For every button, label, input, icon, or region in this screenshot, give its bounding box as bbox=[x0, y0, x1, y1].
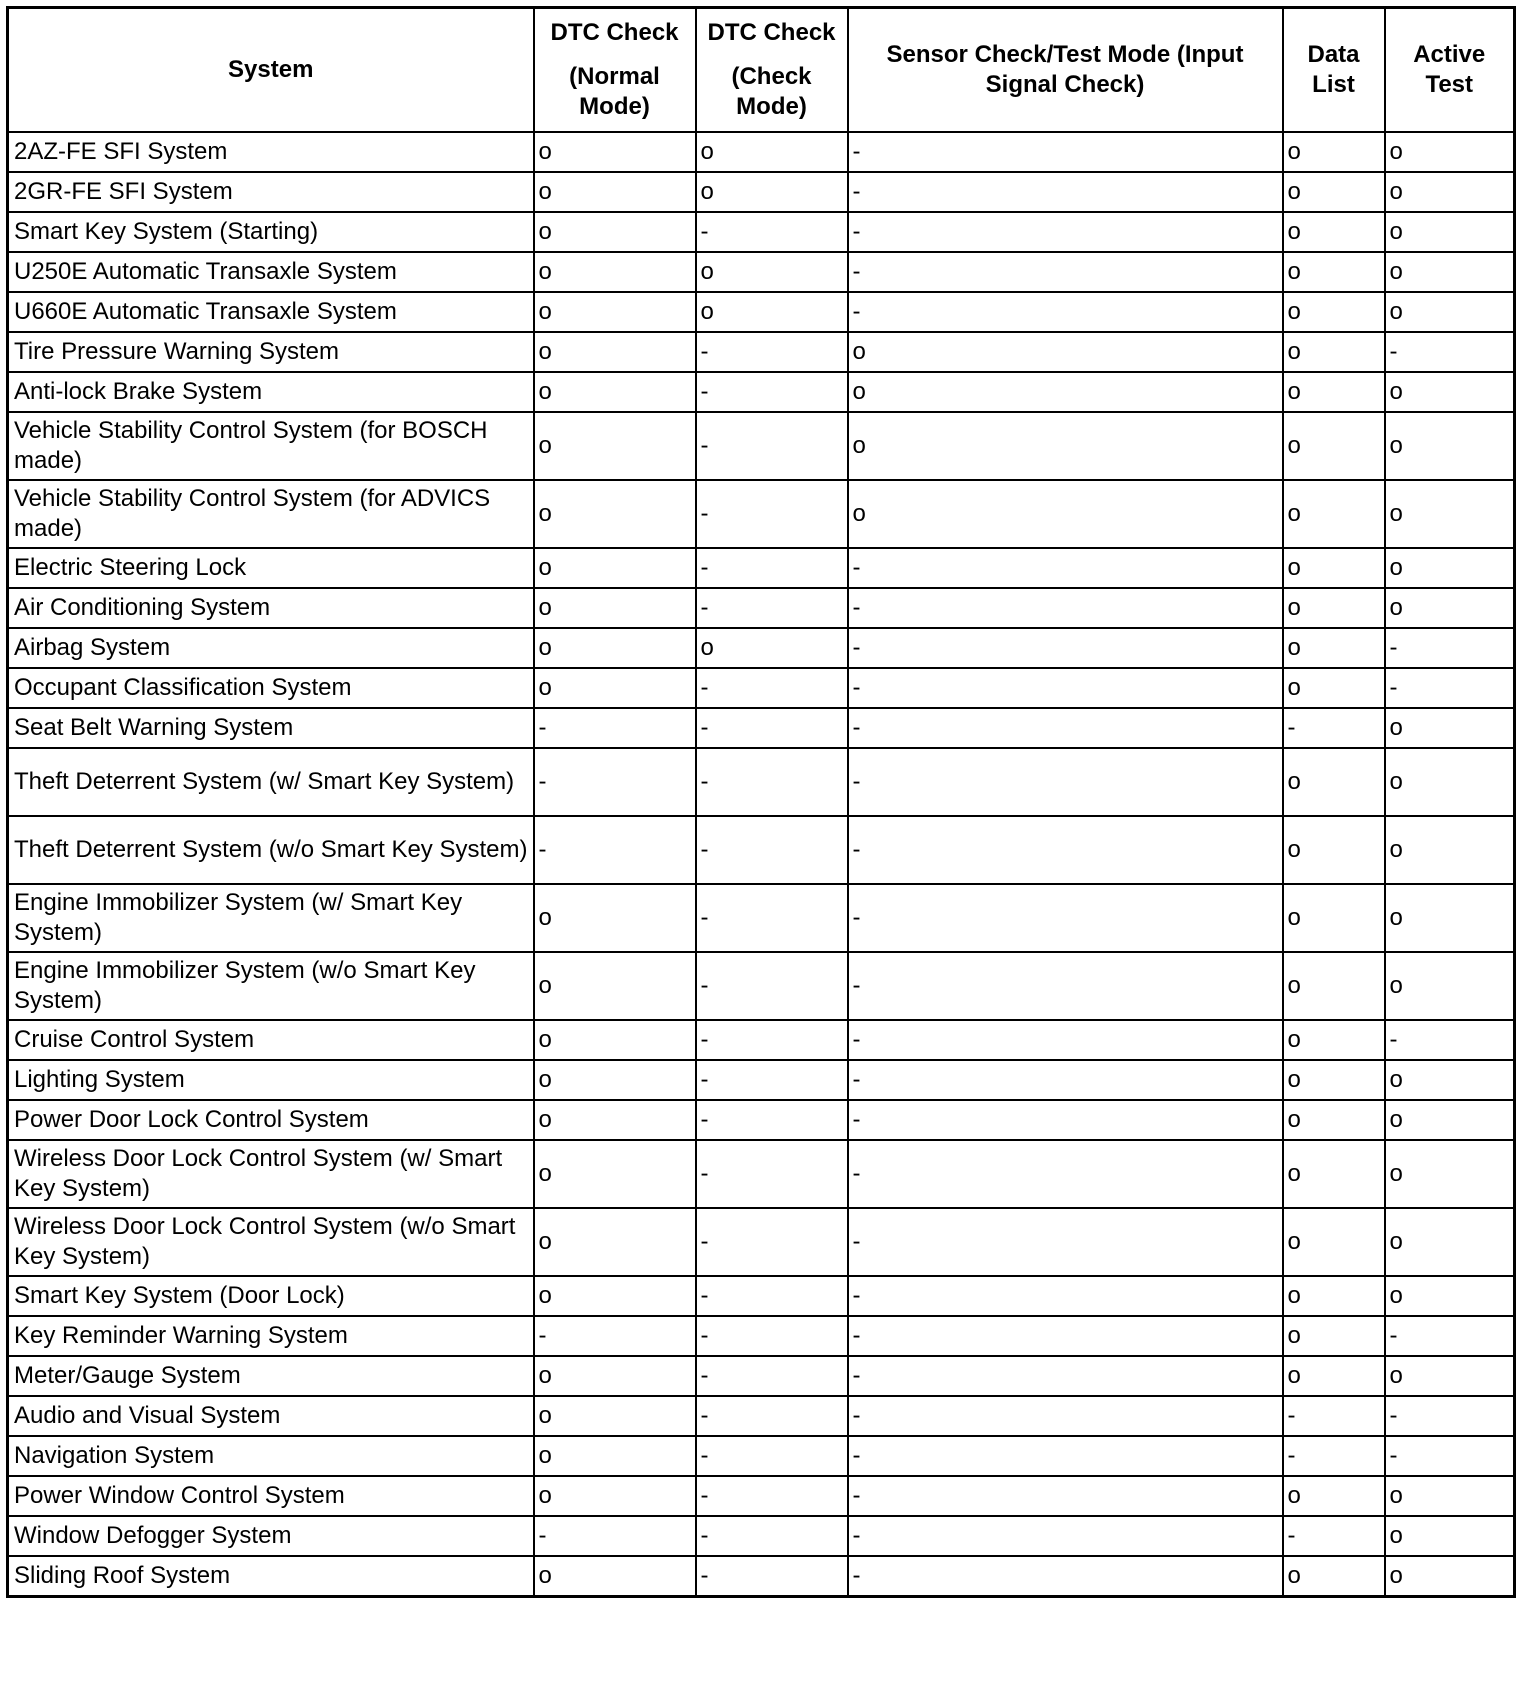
cell-dtc-normal: o bbox=[534, 884, 696, 952]
table-row bbox=[8, 708, 1515, 748]
cell-sensor-check: - bbox=[848, 588, 1283, 628]
cell-sensor-check: - bbox=[848, 252, 1283, 292]
cell-dtc-normal: o bbox=[534, 412, 696, 480]
cell-active-test: o bbox=[1385, 1276, 1515, 1316]
cell-dtc-normal: - bbox=[534, 748, 696, 816]
cell-sensor-check: - bbox=[848, 1060, 1283, 1100]
cell-system: Audio and Visual System bbox=[8, 1396, 534, 1436]
table-row bbox=[8, 1516, 1515, 1556]
cell-dtc-normal: o bbox=[534, 1556, 696, 1597]
cell-data-list: o bbox=[1283, 252, 1385, 292]
table-row bbox=[8, 952, 1515, 1020]
cell-active-test: o bbox=[1385, 212, 1515, 252]
cell-active-test: o bbox=[1385, 372, 1515, 412]
cell-dtc-normal: o bbox=[534, 1100, 696, 1140]
table-row bbox=[8, 1140, 1515, 1208]
cell-system: Smart Key System (Door Lock) bbox=[8, 1276, 534, 1316]
cell-sensor-check: - bbox=[848, 1436, 1283, 1476]
cell-sensor-check: - bbox=[848, 1556, 1283, 1597]
diagnostic-function-table bbox=[6, 6, 1516, 1598]
cell-data-list: o bbox=[1283, 548, 1385, 588]
cell-sensor-check: - bbox=[848, 708, 1283, 748]
cell-active-test: o bbox=[1385, 1556, 1515, 1597]
cell-sensor-check: - bbox=[848, 628, 1283, 668]
cell-system: Tire Pressure Warning System bbox=[8, 332, 534, 372]
table-row bbox=[8, 1396, 1515, 1436]
cell-dtc-check: o bbox=[696, 628, 848, 668]
table-row bbox=[8, 412, 1515, 480]
table-row bbox=[8, 748, 1515, 816]
table-row bbox=[8, 588, 1515, 628]
cell-dtc-check: - bbox=[696, 1476, 848, 1516]
table-row bbox=[8, 816, 1515, 884]
table-row bbox=[8, 1208, 1515, 1276]
cell-active-test: o bbox=[1385, 480, 1515, 548]
cell-sensor-check: - bbox=[848, 816, 1283, 884]
cell-sensor-check: - bbox=[848, 884, 1283, 952]
cell-data-list: o bbox=[1283, 212, 1385, 252]
cell-dtc-check: - bbox=[696, 1396, 848, 1436]
cell-dtc-check: - bbox=[696, 748, 848, 816]
cell-data-list: o bbox=[1283, 172, 1385, 212]
cell-system: Engine Immobilizer System (w/ Smart Key System) bbox=[8, 884, 534, 952]
cell-dtc-check: - bbox=[696, 480, 848, 548]
cell-data-list: - bbox=[1283, 708, 1385, 748]
cell-dtc-check: o bbox=[696, 172, 848, 212]
cell-dtc-normal: o bbox=[534, 332, 696, 372]
cell-sensor-check: o bbox=[848, 412, 1283, 480]
cell-data-list: o bbox=[1283, 412, 1385, 480]
cell-system: Key Reminder Warning System bbox=[8, 1316, 534, 1356]
cell-sensor-check: - bbox=[848, 952, 1283, 1020]
cell-active-test: o bbox=[1385, 132, 1515, 172]
cell-system: Vehicle Stability Control System (for ADVICS made) bbox=[8, 480, 534, 548]
cell-dtc-normal: o bbox=[534, 548, 696, 588]
table-row bbox=[8, 628, 1515, 668]
cell-data-list: o bbox=[1283, 1140, 1385, 1208]
cell-active-test: o bbox=[1385, 1516, 1515, 1556]
cell-active-test: o bbox=[1385, 548, 1515, 588]
cell-system: Lighting System bbox=[8, 1060, 534, 1100]
cell-data-list: o bbox=[1283, 480, 1385, 548]
cell-sensor-check: - bbox=[848, 1316, 1283, 1356]
cell-active-test: - bbox=[1385, 1396, 1515, 1436]
cell-dtc-check: - bbox=[696, 1060, 848, 1100]
cell-system: Meter/Gauge System bbox=[8, 1356, 534, 1396]
cell-system: Power Window Control System bbox=[8, 1476, 534, 1516]
cell-dtc-normal: o bbox=[534, 1020, 696, 1060]
cell-dtc-normal: - bbox=[534, 1316, 696, 1356]
cell-sensor-check: - bbox=[848, 1276, 1283, 1316]
cell-active-test: o bbox=[1385, 1356, 1515, 1396]
table-row bbox=[8, 1060, 1515, 1100]
table-row bbox=[8, 1356, 1515, 1396]
cell-dtc-check: - bbox=[696, 884, 848, 952]
header-row bbox=[8, 8, 1515, 132]
cell-system: Vehicle Stability Control System (for BOSCH made) bbox=[8, 412, 534, 480]
cell-active-test: - bbox=[1385, 332, 1515, 372]
cell-dtc-normal: o bbox=[534, 292, 696, 332]
cell-active-test: o bbox=[1385, 1060, 1515, 1100]
header-dtc-normal-sub: (Normal Mode) bbox=[569, 62, 660, 120]
cell-data-list: o bbox=[1283, 1100, 1385, 1140]
cell-dtc-check: - bbox=[696, 1276, 848, 1316]
cell-dtc-normal: o bbox=[534, 172, 696, 212]
cell-active-test: o bbox=[1385, 252, 1515, 292]
cell-system: Airbag System bbox=[8, 628, 534, 668]
table-row bbox=[8, 480, 1515, 548]
cell-data-list: o bbox=[1283, 292, 1385, 332]
cell-data-list: o bbox=[1283, 884, 1385, 952]
cell-dtc-normal: o bbox=[534, 1356, 696, 1396]
cell-dtc-normal: - bbox=[534, 816, 696, 884]
cell-dtc-check: - bbox=[696, 1316, 848, 1356]
table-body bbox=[8, 132, 1515, 1597]
table-row bbox=[8, 1100, 1515, 1140]
header-active-test: Active Test bbox=[1385, 8, 1515, 132]
cell-system: Cruise Control System bbox=[8, 1020, 534, 1060]
cell-data-list: o bbox=[1283, 132, 1385, 172]
table-row bbox=[8, 172, 1515, 212]
cell-data-list: o bbox=[1283, 1276, 1385, 1316]
cell-dtc-check: - bbox=[696, 816, 848, 884]
cell-sensor-check: - bbox=[848, 1100, 1283, 1140]
cell-system: Occupant Classification System bbox=[8, 668, 534, 708]
cell-data-list: o bbox=[1283, 748, 1385, 816]
cell-system: Sliding Roof System bbox=[8, 1556, 534, 1597]
table-row bbox=[8, 292, 1515, 332]
cell-system: Anti-lock Brake System bbox=[8, 372, 534, 412]
cell-data-list: o bbox=[1283, 332, 1385, 372]
cell-active-test: o bbox=[1385, 1140, 1515, 1208]
cell-system: Theft Deterrent System (w/ Smart Key System) bbox=[8, 748, 534, 816]
table-row bbox=[8, 884, 1515, 952]
table-row bbox=[8, 1436, 1515, 1476]
table-row bbox=[8, 252, 1515, 292]
cell-active-test: o bbox=[1385, 816, 1515, 884]
cell-active-test: o bbox=[1385, 172, 1515, 212]
cell-dtc-normal: o bbox=[534, 480, 696, 548]
cell-system: Electric Steering Lock bbox=[8, 548, 534, 588]
cell-dtc-normal: - bbox=[534, 708, 696, 748]
cell-sensor-check: - bbox=[848, 1516, 1283, 1556]
cell-data-list: - bbox=[1283, 1436, 1385, 1476]
cell-system: Wireless Door Lock Control System (w/ Smart Key System) bbox=[8, 1140, 534, 1208]
cell-active-test: o bbox=[1385, 1476, 1515, 1516]
cell-dtc-check: o bbox=[696, 132, 848, 172]
table-row bbox=[8, 212, 1515, 252]
cell-data-list: o bbox=[1283, 668, 1385, 708]
cell-data-list: o bbox=[1283, 1356, 1385, 1396]
table-row bbox=[8, 372, 1515, 412]
table-row bbox=[8, 1020, 1515, 1060]
cell-active-test: o bbox=[1385, 708, 1515, 748]
cell-sensor-check: - bbox=[848, 548, 1283, 588]
cell-data-list: o bbox=[1283, 1060, 1385, 1100]
cell-active-test: o bbox=[1385, 952, 1515, 1020]
cell-system: Engine Immobilizer System (w/o Smart Key System) bbox=[8, 952, 534, 1020]
header-system: System bbox=[8, 8, 534, 132]
cell-system: Air Conditioning System bbox=[8, 588, 534, 628]
cell-dtc-check: - bbox=[696, 372, 848, 412]
cell-sensor-check: - bbox=[848, 172, 1283, 212]
cell-dtc-check: - bbox=[696, 212, 848, 252]
cell-active-test: o bbox=[1385, 412, 1515, 480]
cell-dtc-check: - bbox=[696, 1140, 848, 1208]
cell-dtc-normal: o bbox=[534, 1476, 696, 1516]
cell-data-list: o bbox=[1283, 372, 1385, 412]
cell-dtc-normal: o bbox=[534, 1060, 696, 1100]
cell-dtc-normal: o bbox=[534, 1396, 696, 1436]
table-row bbox=[8, 548, 1515, 588]
cell-system: Smart Key System (Starting) bbox=[8, 212, 534, 252]
cell-dtc-normal: o bbox=[534, 628, 696, 668]
cell-sensor-check: - bbox=[848, 1356, 1283, 1396]
cell-dtc-normal: o bbox=[534, 1140, 696, 1208]
cell-sensor-check: - bbox=[848, 1476, 1283, 1516]
cell-dtc-check: - bbox=[696, 588, 848, 628]
cell-dtc-normal: o bbox=[534, 212, 696, 252]
cell-dtc-check: - bbox=[696, 412, 848, 480]
cell-dtc-check: - bbox=[696, 1208, 848, 1276]
cell-dtc-normal: o bbox=[534, 132, 696, 172]
cell-active-test: - bbox=[1385, 668, 1515, 708]
cell-dtc-normal: o bbox=[534, 1276, 696, 1316]
cell-sensor-check: o bbox=[848, 372, 1283, 412]
cell-dtc-normal: o bbox=[534, 372, 696, 412]
cell-active-test: o bbox=[1385, 1208, 1515, 1276]
cell-dtc-normal: o bbox=[534, 588, 696, 628]
cell-sensor-check: o bbox=[848, 332, 1283, 372]
cell-sensor-check: - bbox=[848, 748, 1283, 816]
cell-dtc-check: - bbox=[696, 1436, 848, 1476]
cell-sensor-check: - bbox=[848, 1396, 1283, 1436]
cell-dtc-check: - bbox=[696, 1356, 848, 1396]
cell-dtc-check: - bbox=[696, 952, 848, 1020]
cell-data-list: o bbox=[1283, 1208, 1385, 1276]
cell-active-test: - bbox=[1385, 1316, 1515, 1356]
cell-data-list: o bbox=[1283, 952, 1385, 1020]
header-dtc-normal-title: DTC Check bbox=[550, 18, 679, 46]
cell-system: U660E Automatic Transaxle System bbox=[8, 292, 534, 332]
cell-system: Window Defogger System bbox=[8, 1516, 534, 1556]
cell-dtc-normal: o bbox=[534, 252, 696, 292]
cell-sensor-check: - bbox=[848, 1140, 1283, 1208]
cell-sensor-check: - bbox=[848, 212, 1283, 252]
cell-dtc-normal: - bbox=[534, 1516, 696, 1556]
table-row bbox=[8, 132, 1515, 172]
cell-system: Seat Belt Warning System bbox=[8, 708, 534, 748]
cell-active-test: o bbox=[1385, 588, 1515, 628]
cell-dtc-check: - bbox=[696, 548, 848, 588]
cell-system: Wireless Door Lock Control System (w/o Smart Key System) bbox=[8, 1208, 534, 1276]
cell-dtc-check: - bbox=[696, 1020, 848, 1060]
table-row bbox=[8, 332, 1515, 372]
cell-dtc-normal: o bbox=[534, 1208, 696, 1276]
cell-active-test: o bbox=[1385, 1100, 1515, 1140]
cell-sensor-check: o bbox=[848, 480, 1283, 548]
cell-dtc-check: - bbox=[696, 1556, 848, 1597]
cell-active-test: o bbox=[1385, 884, 1515, 952]
cell-dtc-check: o bbox=[696, 252, 848, 292]
cell-data-list: o bbox=[1283, 1476, 1385, 1516]
cell-system: U250E Automatic Transaxle System bbox=[8, 252, 534, 292]
cell-data-list: o bbox=[1283, 1556, 1385, 1597]
cell-active-test: o bbox=[1385, 748, 1515, 816]
header-dtc-normal bbox=[534, 8, 696, 132]
cell-sensor-check: - bbox=[848, 132, 1283, 172]
cell-sensor-check: - bbox=[848, 292, 1283, 332]
table-row bbox=[8, 1556, 1515, 1597]
cell-system: Navigation System bbox=[8, 1436, 534, 1476]
table-row bbox=[8, 668, 1515, 708]
table-row bbox=[8, 1476, 1515, 1516]
cell-data-list: o bbox=[1283, 628, 1385, 668]
cell-dtc-normal: o bbox=[534, 1436, 696, 1476]
cell-data-list: o bbox=[1283, 1316, 1385, 1356]
cell-system: 2GR-FE SFI System bbox=[8, 172, 534, 212]
cell-dtc-normal: o bbox=[534, 668, 696, 708]
cell-dtc-normal: o bbox=[534, 952, 696, 1020]
header-data-list: Data List bbox=[1283, 8, 1385, 132]
header-dtc-check bbox=[696, 8, 848, 132]
cell-system: Theft Deterrent System (w/o Smart Key System) bbox=[8, 816, 534, 884]
cell-sensor-check: - bbox=[848, 1208, 1283, 1276]
cell-dtc-check: - bbox=[696, 1516, 848, 1556]
cell-dtc-check: - bbox=[696, 708, 848, 748]
header-sensor-check: Sensor Check/Test Mode (Input Signal Check) bbox=[848, 8, 1283, 132]
cell-active-test: - bbox=[1385, 628, 1515, 668]
cell-data-list: - bbox=[1283, 1396, 1385, 1436]
cell-dtc-check: - bbox=[696, 1100, 848, 1140]
cell-sensor-check: - bbox=[848, 1020, 1283, 1060]
cell-active-test: - bbox=[1385, 1020, 1515, 1060]
header-dtc-check-sub: (Check Mode) bbox=[731, 62, 812, 120]
cell-data-list: o bbox=[1283, 816, 1385, 884]
cell-sensor-check: - bbox=[848, 668, 1283, 708]
cell-system: 2AZ-FE SFI System bbox=[8, 132, 534, 172]
header-dtc-check-title: DTC Check bbox=[707, 18, 836, 46]
table-row bbox=[8, 1276, 1515, 1316]
cell-data-list: - bbox=[1283, 1516, 1385, 1556]
cell-data-list: o bbox=[1283, 588, 1385, 628]
table-row bbox=[8, 1316, 1515, 1356]
cell-dtc-check: - bbox=[696, 668, 848, 708]
cell-dtc-check: o bbox=[696, 292, 848, 332]
cell-active-test: - bbox=[1385, 1436, 1515, 1476]
cell-active-test: o bbox=[1385, 292, 1515, 332]
cell-dtc-check: - bbox=[696, 332, 848, 372]
cell-data-list: o bbox=[1283, 1020, 1385, 1060]
cell-system: Power Door Lock Control System bbox=[8, 1100, 534, 1140]
